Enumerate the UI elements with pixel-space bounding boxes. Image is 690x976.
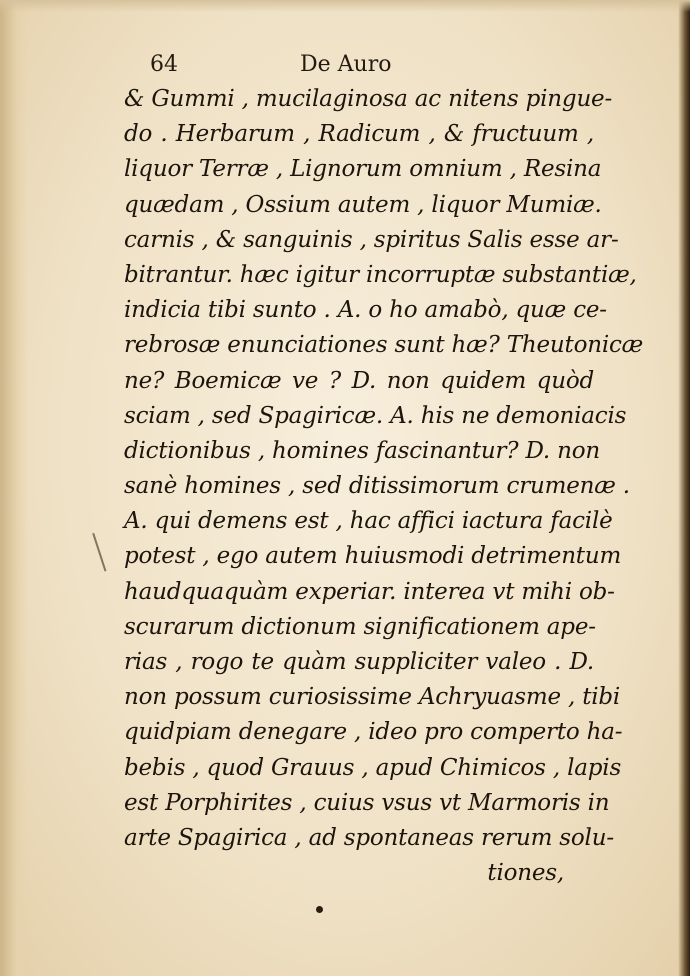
text-line: & Gummi , mucilaginosa ac nitens pingue- [124, 86, 613, 112]
binding-shadow [0, 0, 28, 976]
top-edge-shadow [0, 0, 690, 12]
text-line: potest , ego autem huiusmodi detrimentum [124, 543, 622, 570]
text-line: arte Spagirica , ad spontaneas rerum solu- [124, 824, 614, 851]
text-line: carnis , & sanguinis , spiritus Salis esse ar- [124, 226, 619, 253]
text-line: bitrantur. hæc igitur incorruptæ substantiæ, [124, 261, 637, 288]
text-line: sanè homines , sed ditissimorum crumenæ . [124, 473, 630, 500]
text-line: dictionibus , homines fascinantur? D. non [124, 437, 601, 464]
text-line: liquor Terræ , Lignorum omnium , Resina [124, 156, 602, 183]
text-line: rias , rogo te quàm suppliciter valeo . D. [124, 649, 594, 675]
page-header [150, 52, 590, 82]
running-title: De Auro [300, 52, 392, 77]
text-line: rebrosæ enunciationes sunt hæ? Theutonicæ [124, 332, 644, 359]
text-line: do . Herbarum , Radicum , & fructuum , [124, 121, 594, 148]
text-line: sciam , sed Spagiricæ. A. his ne demoniacis [124, 402, 627, 429]
text-line: non possum curiosissime Achryuasme , tibi [124, 684, 621, 711]
text-line: haudquaquàm experiar. interea vt mihi ob- [124, 578, 615, 605]
text-line: scurarum dictionum significationem ape- [124, 613, 596, 640]
text-line: A. qui demens est , hac affici iactura facilè [124, 508, 613, 535]
text-line: indicia tibi sunto . A. o ho amabò, quæ ce- [124, 297, 607, 324]
text-line: bebis , quod Grauus , apud Chimicos , lapis [124, 754, 622, 781]
text-line: ne? Boemicæ ve ? D. non quidem quòd [124, 367, 594, 394]
text-line: est Porphirites , cuius vsus vt Marmoris in [124, 789, 610, 816]
catchword: tiones, [487, 860, 564, 887]
text-line: quidpiam denegare , ideo pro comperto ha- [124, 719, 623, 746]
ink-dot [316, 906, 323, 913]
body-text [124, 82, 644, 891]
page-edge-shadow [678, 0, 690, 976]
text-line: quædam , Ossium autem , liquor Mumiæ. [124, 191, 602, 218]
page-number: 64 [150, 52, 178, 77]
ink-mark [92, 529, 120, 572]
